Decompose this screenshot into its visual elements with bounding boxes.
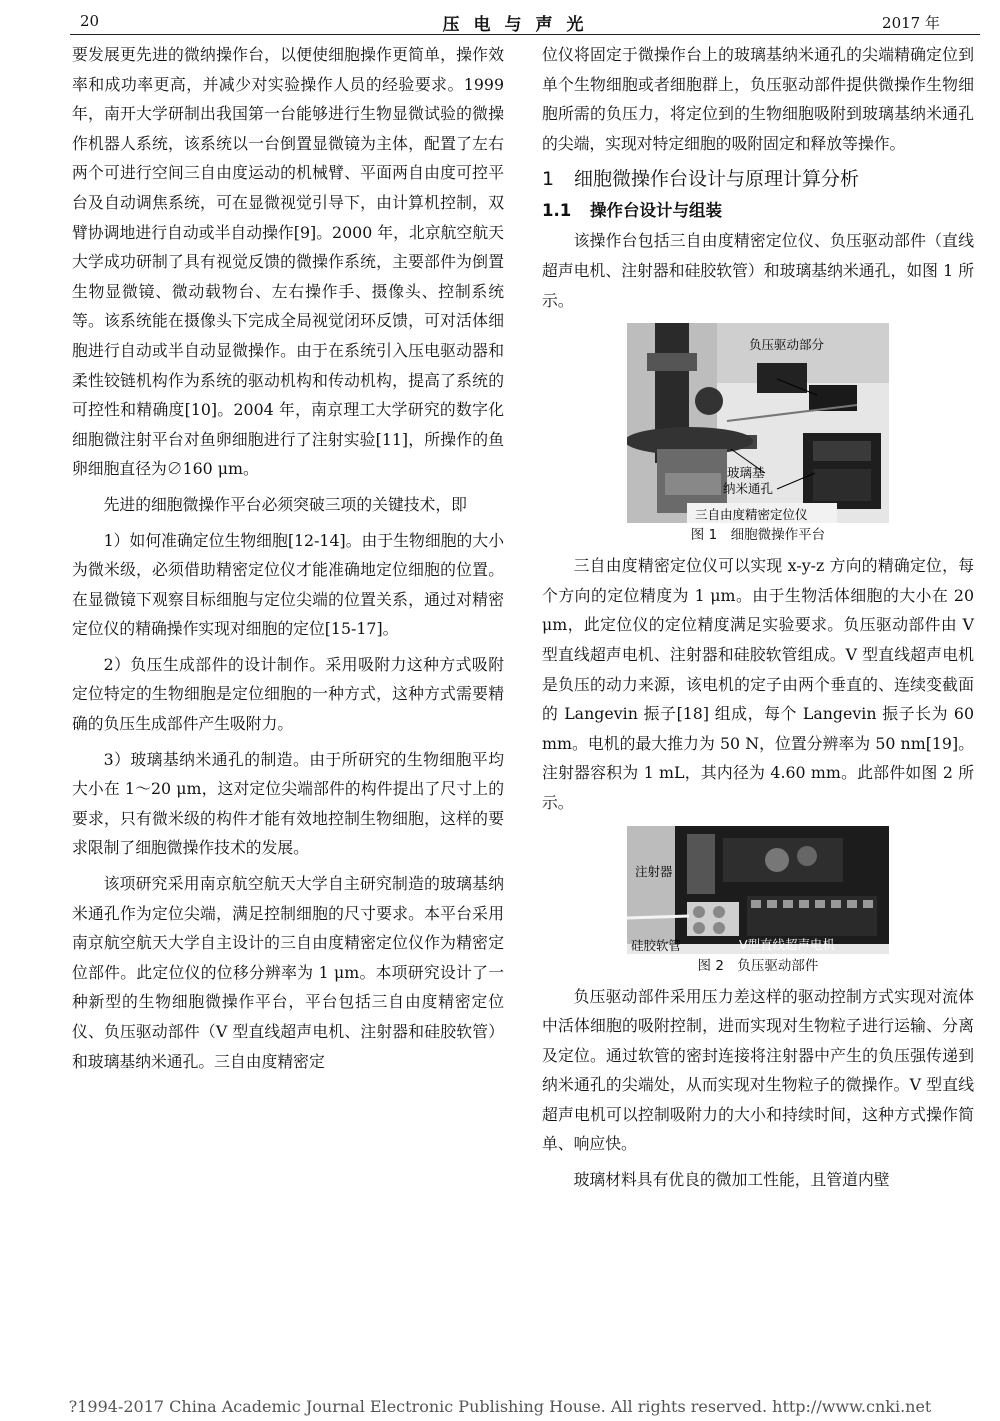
paragraph: 该项研究采用南京航空航天大学自主研究制造的玻璃基纳米通孔作为定位尖端，满足控制细胞的尺寸要求。本平台采用南京航空航天大学自主设计的三自由度精密定位仪作为精密定位部件。此定位仪的位移分辨率为 1 μm。本项研究设计了一种新型的生物细胞微操作平台，平台包括三自由度精密定位仪、负压驱动部件（V 型直线超声电机、注射器和硅胶软管）和玻璃基纳米通孔。三自由度精密定 (72, 874, 504, 1071)
page-number: 20 (80, 12, 100, 30)
label-nanopore-line1: 玻璃基 (727, 465, 765, 481)
page-header (70, 6, 970, 36)
header-rule (70, 34, 980, 35)
section-number: 1 (542, 168, 555, 191)
label-silicone-tube: 硅胶软管 (631, 937, 682, 953)
subsection-number: 1.1 (542, 201, 572, 221)
figure-2-caption: 图 2 负压驱动部件 (697, 957, 819, 974)
figure-1-caption: 图 1 细胞微操作平台 (690, 527, 826, 544)
paragraph: 玻璃材料具有优良的微加工性能，且管道内壁 (573, 1170, 890, 1190)
label-pressure-drive: 负压驱动部分 (749, 337, 825, 353)
section-heading (542, 162, 974, 196)
paragraph: 三自由度精密定位仪可以实现 x-y-z 方向的精确定位，每个方向的定位精度为 1 μm。由于生物活体细胞的大小在 20 μm，此定位仪的定位精度满足实验要求。负压驱动部件由 V 型直线超声电机、注射器和硅胶软管组成。V 型直线超声电机是负压的动力来源，该电机的定子由两个垂直的、连续变截面的 Langevin 振子[18] 组成，每个 Langevin 振子长为 60 mm。电机的最大推力为 50 N，位置分辨率为 50 nm[19]。注射器容积为 1 mL，其内径为 4.60 mm。此部件如图 2 所示。 (542, 556, 974, 812)
copyright-footer: ?1994-2017 China Academic Journal Electronic Publishing House. All rights reserved. http://www.cnki.net (68, 1397, 932, 1416)
journal-year: 2017 年 (882, 14, 940, 32)
label-syringe: 注射器 (635, 863, 673, 879)
paragraph: 位仪将固定于微操作台上的玻璃基纳米通孔的尖端精确定位到单个生物细胞或者细胞群上，负压驱动部件提供微操作生物细胞所需的负压力，将定位到的生物细胞吸附到玻璃基纳米通孔的尖端，实现对特定细胞的吸附固定和释放等操作。 (542, 45, 974, 153)
paragraph: 3）玻璃基纳米通孔的制造。由于所研究的生物细胞平均大小在 1～20 μm，这对定位尖端部件的构件提出了尺寸上的要求，只有微米级的构件才能有效地控制生物细胞，这样的要求限制了细胞微操作技术的发展。 (72, 749, 504, 858)
paragraph: 要发展更先进的微纳操作台，以便使细胞操作更简单，操作效率和成功率更高，并减少对实验操作人员的经验要求。1999 年，南开大学研制出我国第一台能够进行生物显微试验的微操作机器人系统，该系统以一台倒置显微镜为主体，配置了左右两个可进行空间三自由度运动的机械臂、平面两自由度可控平台及自动调焦系统，可在显微视觉引导下，由计算机控制，双臂协调地进行自动或半自动操作[9]。2000 年，北京航空航天大学成功研制了具有视觉反馈的微操作系统，主要部件为倒置生物显微镜、微动载物台、左右操作手、摄像头、控制系统等。该系统能在摄像头下完成全局视觉闭环反馈，可对活体细胞进行自动或半自动显微操作。由于在系统引入压电驱动器和柔性铰链机构作为系统的驱动机构和传动机构，提高了系统的可控性和精确度[10]。2004 年，南京理工大学研究的数字化细胞微注射平台对鱼卵细胞进行了注射实验[11]，所操作的鱼卵细胞直径为∅160 μm。 (72, 45, 504, 479)
label-v-motor: V型直线超声电机 (739, 936, 836, 952)
right-column (542, 40, 974, 1195)
paragraph: 先进的细胞微操作平台必须突破三项的关键技术，即 (103, 494, 467, 514)
section-title: 细胞微操作台设计与原理计算分析 (574, 168, 860, 191)
journal-title: 压电与声光 (442, 15, 598, 35)
label-nanopore-line2: 纳米通孔 (723, 481, 774, 497)
left-column (72, 40, 504, 1076)
subsection-title: 操作台设计与组装 (590, 201, 722, 221)
paragraph: 该操作台包括三自由度精密定位仪、负压驱动部件（直线超声电机、注射器和硅胶软管）和玻璃基纳米通孔，如图 1 所示。 (542, 231, 974, 310)
paragraph: 负压驱动部件采用压力差这样的驱动控制方式实现对流体中活体细胞的吸附控制，进而实现对生物粒子进行运输、分离及定位。通过软管的密封连接将注射器中产生的负压强传递到纳米通孔的尖端处，从而实现对生物粒子的微操作。V 型直线超声电机可以控制吸附力的大小和持续时间，这种方式操作简单、响应快。 (542, 986, 974, 1154)
paragraph: 2）负压生成部件的设计制作。采用吸附力这种方式吸附定位特定的生物细胞是定位细胞的一种方式，这种方式需要精确的负压生成部件产生吸附力。 (72, 654, 504, 734)
subsection-heading (542, 196, 974, 226)
figure-1 (627, 323, 889, 523)
figure-2-photo (627, 826, 889, 954)
paragraph: 1）如何准确定位生物细胞[12-14]。由于生物细胞的大小为微米级，必须借助精密定位仪才能准确地定位细胞的位置。在显微镜下观察目标细胞与定位尖端的位置关系，通过对精密定位仪的精确操作实现对细胞的定位[15-17]。 (72, 530, 504, 639)
label-positioner: 三自由度精密定位仪 (695, 507, 808, 523)
figure-2 (627, 826, 889, 954)
